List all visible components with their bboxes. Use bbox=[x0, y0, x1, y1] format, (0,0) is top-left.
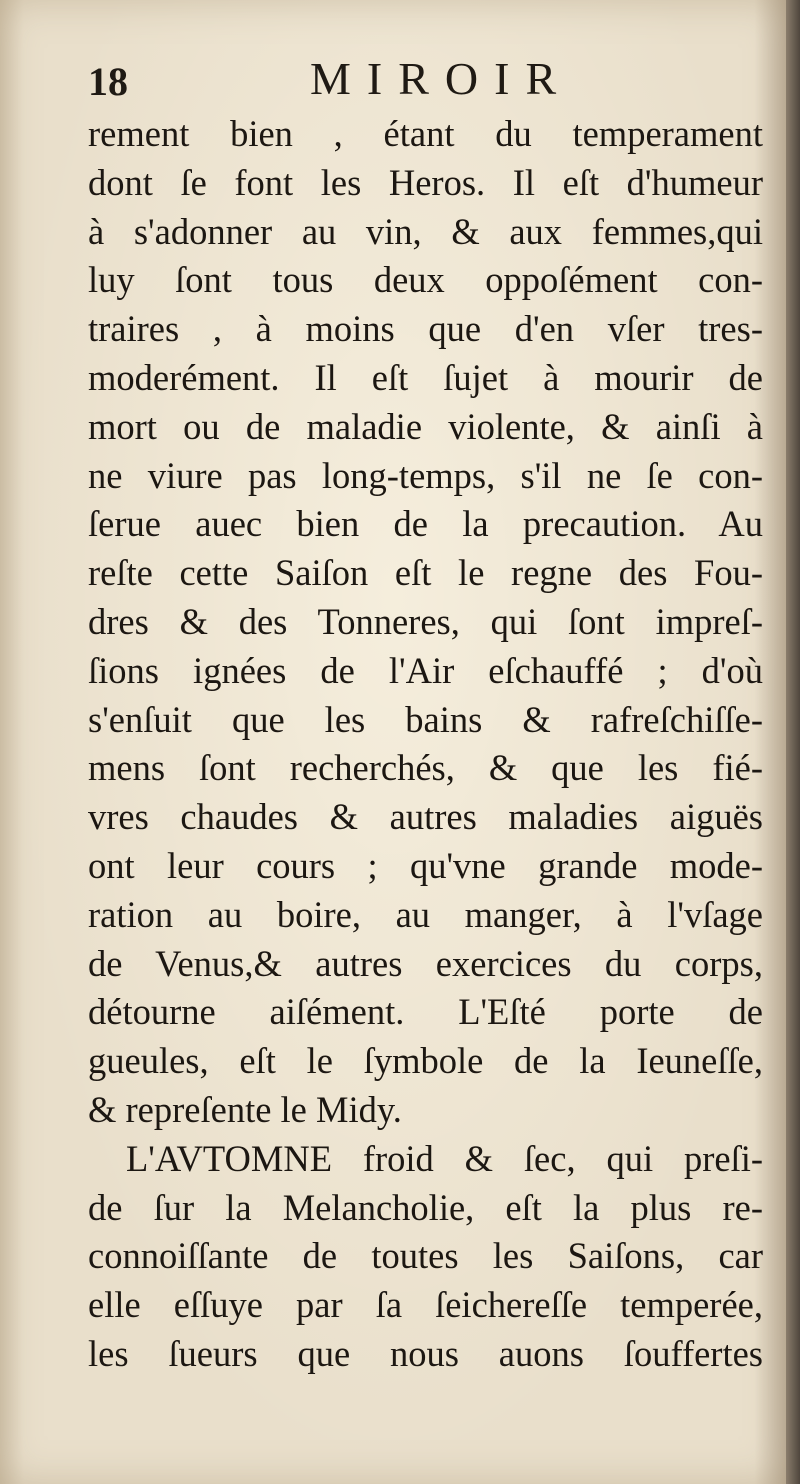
text-line: elle eſſuye par ſa ſeichereſſe temperée, bbox=[88, 1284, 763, 1326]
text-line: s'enſuit que les bains & rafreſchiſſe- bbox=[88, 698, 763, 740]
paragraph-end-line: & repreſente le Midy. bbox=[88, 1088, 402, 1130]
text-line: mens ſont recherchés, & que les fié- bbox=[88, 747, 763, 789]
text-line: dont ſe font les Heros. Il eſt d'humeur bbox=[88, 161, 763, 203]
text-line: de ſur la Melancholie, eſt la plus re- bbox=[88, 1186, 763, 1228]
running-head: MIROIR bbox=[310, 53, 573, 104]
body-text bbox=[88, 110, 763, 1379]
text-line: ſions ignées de l'Air eſchauffé ; d'où bbox=[88, 649, 763, 691]
text-line: les ſueurs que nous auons ſouffertes bbox=[88, 1332, 763, 1374]
paragraph-start-line: L'AVTOMNE froid & ſec, qui preſi- bbox=[126, 1137, 763, 1179]
text-line: ont leur cours ; qu'vne grande mode- bbox=[88, 844, 763, 886]
text-line: moderément. Il eſt ſujet à mourir de bbox=[88, 356, 763, 398]
text-line: vres chaudes & autres maladies aiguës bbox=[88, 796, 763, 838]
text-line: gueules, eſt le ſymbole de la Ieuneſſe, bbox=[88, 1040, 763, 1082]
page-number: 18 bbox=[88, 59, 128, 104]
text-line: traires , à moins que d'en vſer tres- bbox=[88, 308, 763, 350]
text-line: ration au boire, au manger, à l'vſage bbox=[88, 893, 763, 935]
text-line: connoiſſante de toutes les Saiſons, car bbox=[88, 1235, 763, 1277]
text-line: ſerue auec bien de la precaution. Au bbox=[88, 503, 763, 545]
text-line: détourne aiſément. L'Eſté porte de bbox=[88, 991, 763, 1033]
text-line: rement bien , étant du temperament bbox=[88, 113, 763, 154]
text-line: dres & des Tonneres, qui ſont impreſ- bbox=[88, 600, 763, 642]
text-line: à s'adonner au vin, & aux femmes,qui bbox=[88, 210, 763, 252]
text-line: reſte cette Saiſon eſt le regne des Fou- bbox=[88, 552, 763, 594]
text-line: mort ou de maladie violente, & ainſi à bbox=[88, 405, 763, 447]
text-line: de Venus,& autres exercices du corps, bbox=[88, 942, 763, 984]
text-line: ne viure pas long-temps, s'il ne ſe con- bbox=[88, 454, 763, 496]
page-edge-shadow bbox=[786, 0, 800, 1484]
text-line: luy ſont tous deux oppoſément con- bbox=[88, 259, 763, 301]
page-header bbox=[88, 52, 648, 112]
